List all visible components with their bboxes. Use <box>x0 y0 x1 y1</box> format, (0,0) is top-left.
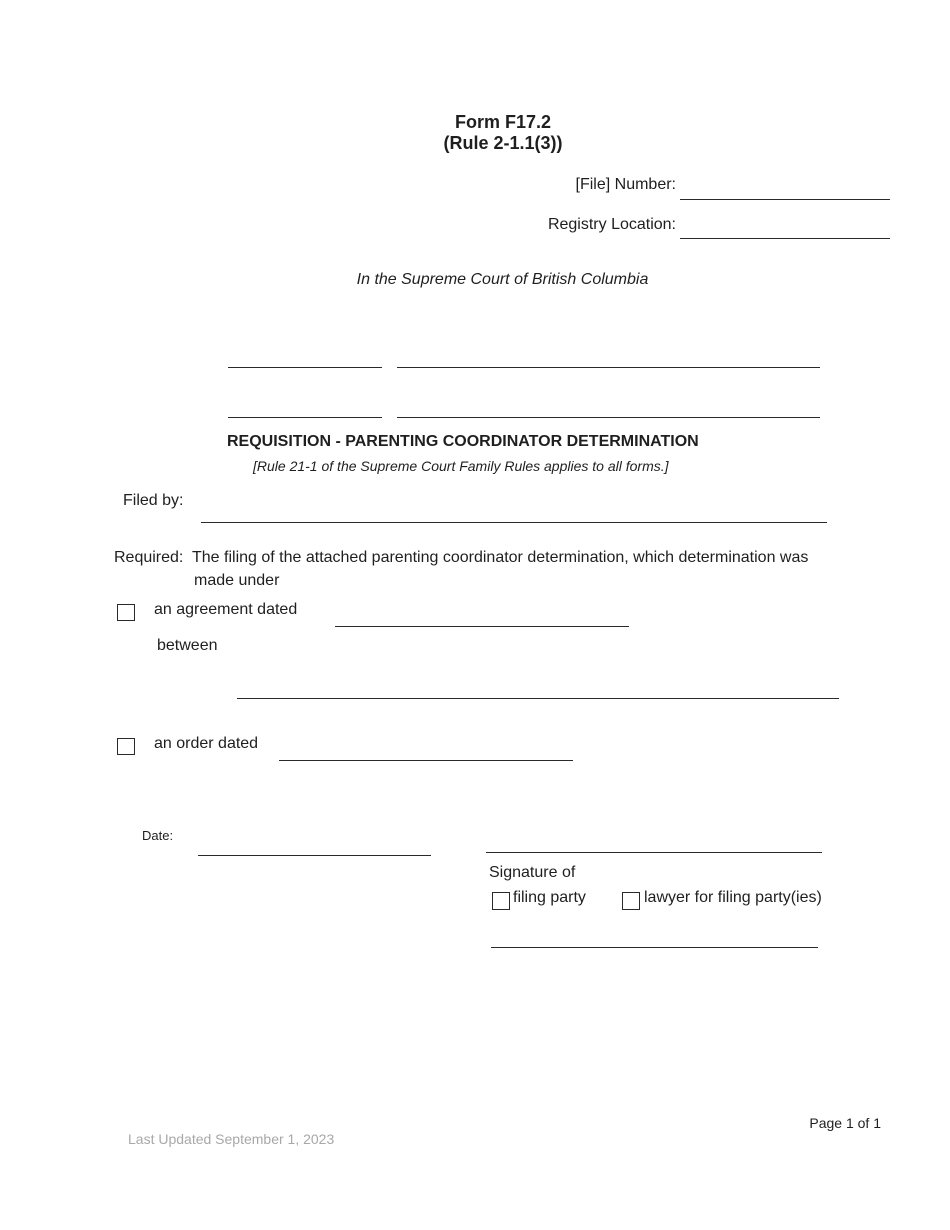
party-name-field-2[interactable] <box>397 417 820 418</box>
filed-by-label: Filed by: <box>123 492 184 509</box>
lawyer-checkbox[interactable] <box>622 892 640 910</box>
agreement-label: an agreement dated <box>154 601 298 618</box>
order-label: an order dated <box>154 735 259 752</box>
date-field[interactable] <box>198 855 431 856</box>
signature-of-label: Signature of <box>489 864 576 881</box>
party-name-field-1[interactable] <box>397 367 820 368</box>
party-role-field-2[interactable] <box>228 417 382 418</box>
party-role-field-1[interactable] <box>228 367 382 368</box>
order-date-field[interactable] <box>279 760 573 761</box>
file-number-label: [File] Number: <box>575 176 676 193</box>
between-parties-field[interactable] <box>237 698 839 699</box>
registry-location-field[interactable] <box>680 238 890 239</box>
between-label: between <box>157 637 218 654</box>
filed-by-field[interactable] <box>201 522 827 523</box>
signatory-name-field[interactable] <box>491 947 818 948</box>
file-number-field[interactable] <box>680 199 890 200</box>
court-name: In the Supreme Court of British Columbia <box>356 271 649 288</box>
page-number: Page 1 of 1 <box>809 1115 881 1131</box>
filing-party-checkbox[interactable] <box>492 892 510 910</box>
requisition-subtitle: [Rule 21-1 of the Supreme Court Family Rules applies to all forms.] <box>253 458 669 474</box>
registry-location-label: Registry Location: <box>547 216 676 233</box>
agreement-checkbox[interactable] <box>117 604 135 621</box>
requisition-title: REQUISITION - PARENTING COORDINATOR DETERMINATION <box>227 433 699 450</box>
date-label: Date: <box>142 828 174 843</box>
order-checkbox[interactable] <box>117 738 135 755</box>
filing-party-label: filing party <box>513 889 586 906</box>
required-text-line2: made under <box>194 572 280 589</box>
required-label: Required: <box>114 549 184 566</box>
form-number: Form F17.2 <box>454 112 552 132</box>
agreement-date-field[interactable] <box>335 626 629 627</box>
form-rule: (Rule 2-1.1(3)) <box>443 133 563 153</box>
signature-field[interactable] <box>486 852 822 853</box>
last-updated: Last Updated September 1, 2023 <box>128 1131 335 1147</box>
lawyer-label: lawyer for filing party(ies) <box>644 889 822 906</box>
required-text-line1: The filing of the attached parenting coordinator determination, which determination was <box>192 549 809 566</box>
